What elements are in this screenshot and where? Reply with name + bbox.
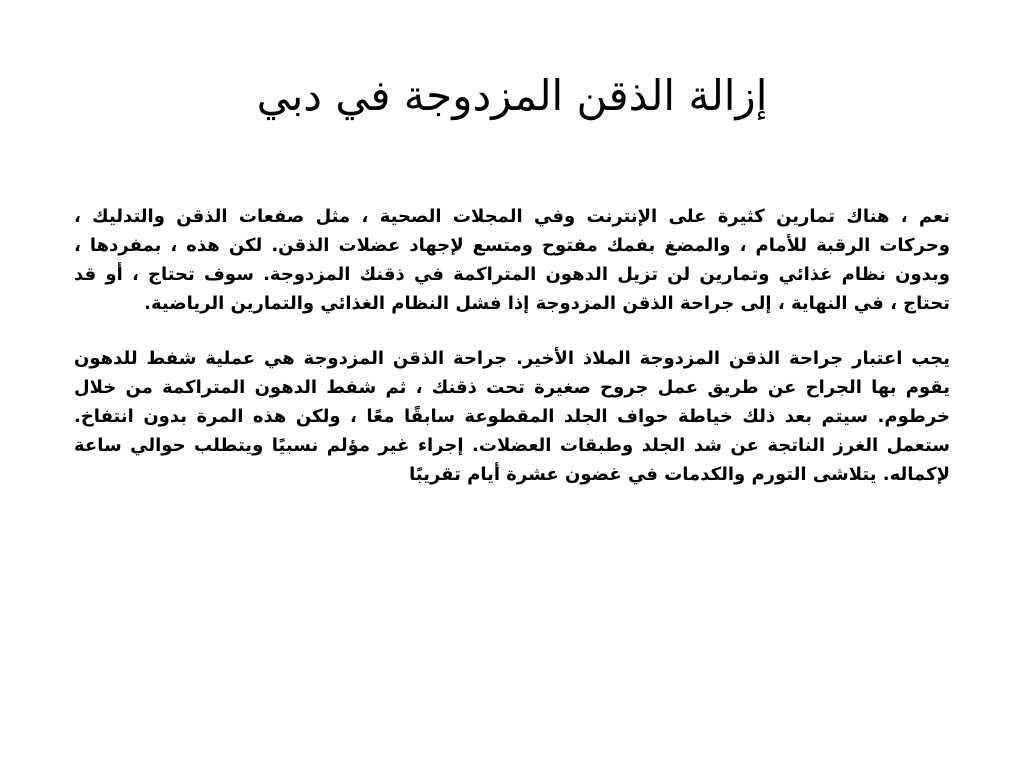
slide-title: إزالة الذقن المزدوجة في دبي [256, 71, 768, 120]
paragraph-1: نعم ، هناك تمارين كثيرة على الإنترنت وفي المجلات الصحية ، مثل صفعات الذقن والتدليك ، وحركات الرقبة للأمام ، والمضغ بفمك مفتوح ومتسع لإجهاد عضلات الذقن. لكن هذه ، بمفردها ، وبدون نظام غذائي وتمارين لن تزيل الدهون المتراكمة في ذقنك المزدوجة. سوف تحتاج ، أو قد تحتاج ، في النهاية ، إلى جراحة الذقن المزدوجة إذا فشل النظام الغذائي والتمارين الرياضية. [74, 206, 950, 314]
slide-body [74, 202, 950, 489]
paragraph-2: يجب اعتبار جراحة الذقن المزدوجة الملاذ الأخير. جراحة الذقن المزدوجة هي عملية شفط للدهون يقوم بها الجراح عن طريق عمل جروح صغيرة تحت ذقنك ، ثم شفط الدهون المتراكمة من خلال خرطوم. سيتم بعد ذلك خياطة حواف الجلد المقطوعة سابقًا معًا ، ولكن هذه المرة بدون انتفاخ. ستعمل الغرز الناتجة عن شد الجلد وطبقات العضلات. إجراء غير مؤلم نسبيًا ويتطلب حوالي ساعة لإكماله. يتلاشى التورم والكدمات في غضون عشرة أيام تقريبًا [74, 348, 950, 485]
